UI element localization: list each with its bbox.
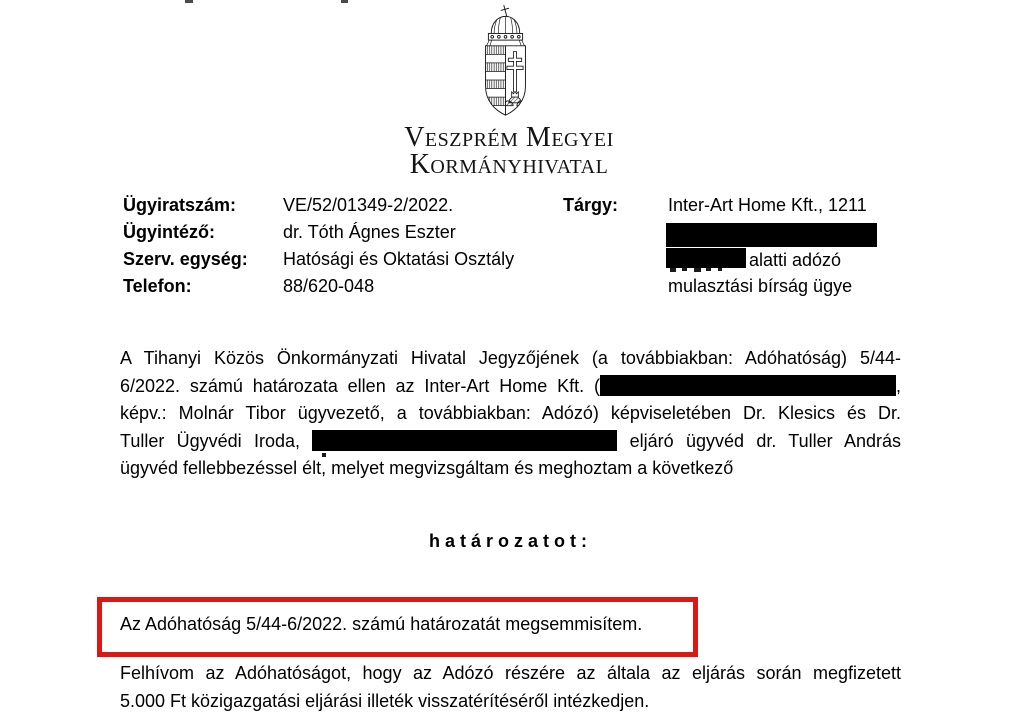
paragraph-line: A Tihanyi Közös Önkormányzati Hivatal Jegyzőjének (a továbbiakban: Adóhatóság) 5/44- (120, 348, 901, 368)
redaction-artifact (694, 268, 701, 272)
org-unit-label: Szerv. egység: (123, 249, 248, 269)
org-title-line1: Veszprém Megyei (404, 122, 614, 153)
case-officer-label: Ügyintéző: (123, 222, 215, 242)
redaction-artifact (670, 268, 676, 272)
org-unit-value: Hatósági és Oktatási Osztály (283, 249, 515, 269)
paragraph-line: képv.: Molnár Tibor ügyvezető, a továbbiakban: Adózó) képviseletében Dr. Klesics és Dr. (120, 403, 901, 423)
redaction-bar (600, 375, 896, 396)
case-number-value: VE/52/01349-2/2022. (283, 195, 454, 215)
hungarian-coat-of-arms-icon (477, 4, 534, 118)
paragraph-line: ügyvéd fellebbezéssel élt, melyet megvizsgáltam és meghoztam a következő (120, 458, 734, 478)
subject-line4: mulasztási bírság ügye (668, 276, 853, 296)
redaction-artifact (718, 268, 722, 271)
subject-line1: Inter-Art Home Kft., 1211 (668, 195, 867, 215)
cropped-text-fragment (341, 0, 348, 3)
highlight-box (97, 597, 698, 657)
paragraph-line: 5.000 Ft közigazgatási eljárási illeték visszatérítéséről intézkedjen. (120, 690, 650, 711)
paragraph-line (120, 373, 901, 401)
redaction-artifact (706, 268, 711, 271)
redaction-artifact (682, 268, 687, 271)
phone-label: Telefon: (123, 276, 192, 296)
redaction-bar (666, 248, 746, 268)
paragraph-text: Tuller Ügyvédi Iroda, (120, 430, 301, 451)
intro-paragraph (120, 345, 901, 483)
paragraph-text: , (895, 375, 901, 396)
decision-heading: határozatot: (429, 531, 592, 551)
case-number-label: Ügyiratszám: (123, 195, 237, 215)
paragraph-line (120, 428, 901, 456)
redaction-bar (666, 223, 877, 247)
cropped-text-fragment (185, 0, 193, 3)
subject-line3: alatti adózó (749, 250, 842, 270)
decision-statement: Az Adóhatóság 5/44-6/2022. számú határozatát megsemmisítem. (120, 614, 643, 634)
paragraph-text: 6/2022. számú határozata ellen az Inter-Art Home Kft. ( (120, 375, 600, 396)
org-title-line2: Kormányhivatal (409, 149, 609, 180)
paragraph-text: eljáró ügyvéd dr. Tuller András (629, 430, 901, 451)
org-title (309, 124, 709, 178)
phone-value: 88/620-048 (283, 276, 375, 296)
case-officer-value: dr. Tóth Ágnes Eszter (283, 222, 456, 242)
closing-paragraph (120, 660, 901, 715)
paragraph-line: Felhívom az Adóhatóságot, hogy az Adózó részére az általa az eljárás során megfizetett (120, 663, 901, 683)
subject-label: Tárgy: (563, 195, 619, 215)
redaction-artifact (322, 453, 326, 457)
redaction-bar (312, 430, 617, 451)
